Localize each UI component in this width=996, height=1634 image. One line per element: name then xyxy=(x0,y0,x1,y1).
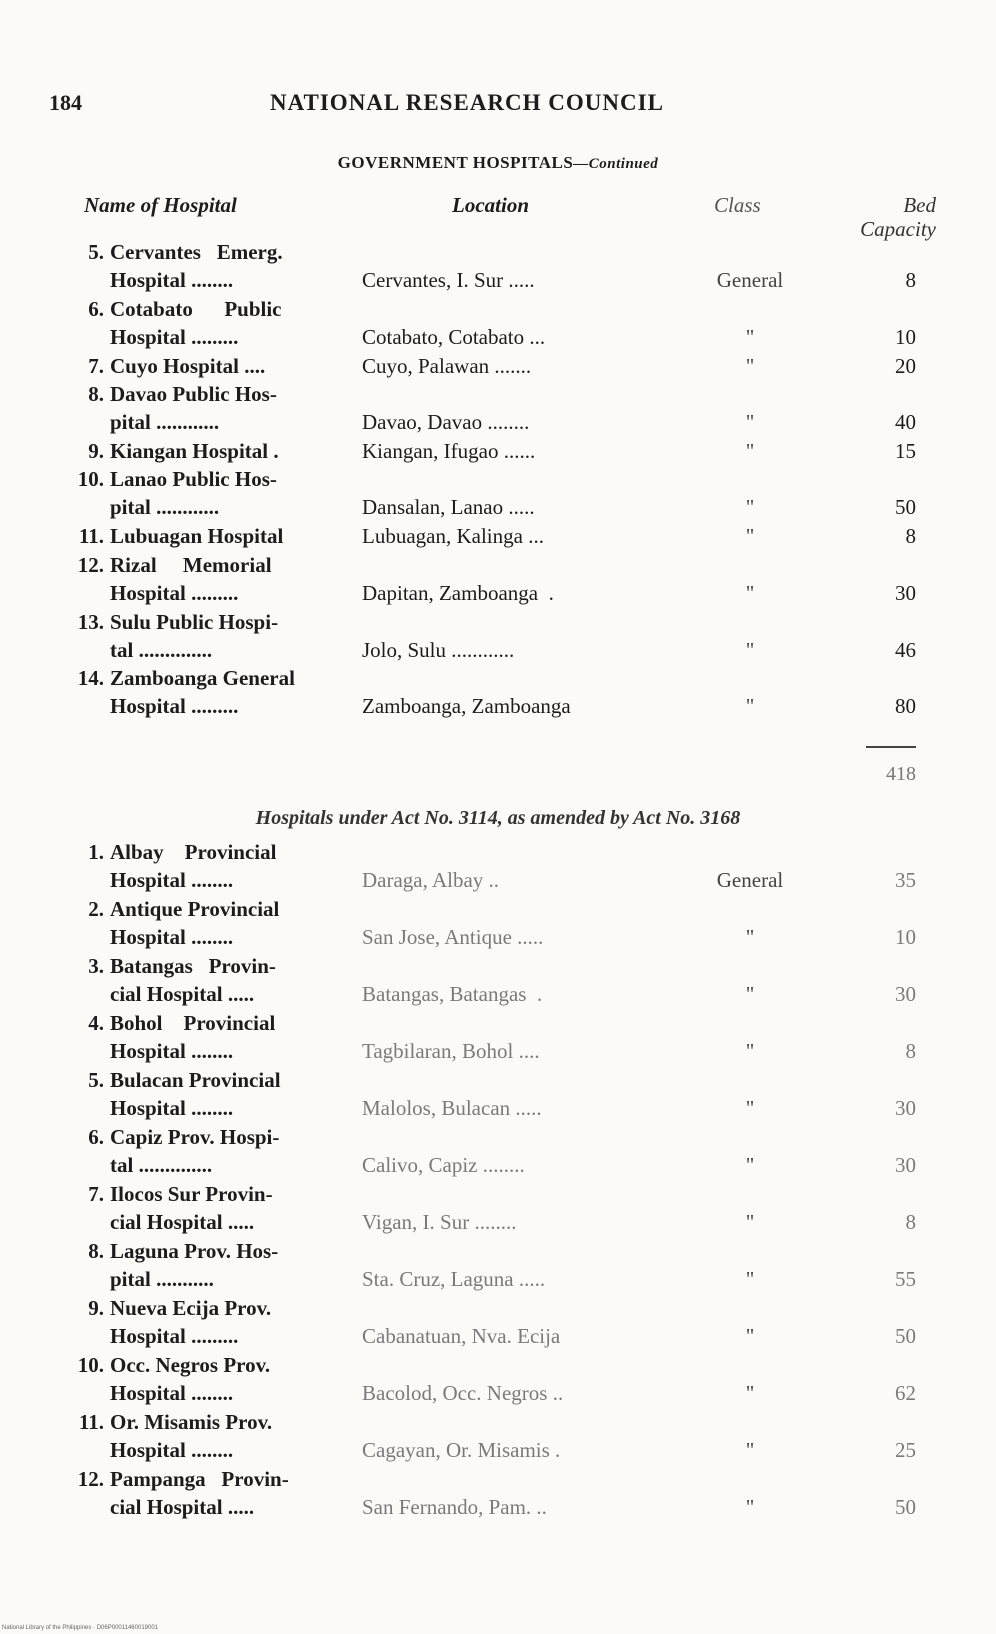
hospital-name-line1: Albay Provincial xyxy=(110,840,277,864)
bed-total: 418 xyxy=(886,763,916,785)
subsection-title: Hospitals under Act No. 3114, as amended by Act No. 3168 xyxy=(255,807,741,829)
hospital-location: Jolo, Sulu ............ xyxy=(362,638,515,662)
hospital-name-line1: Davao Public Hos- xyxy=(110,382,277,406)
running-title: NATIONAL RESEARCH COUNCIL xyxy=(270,90,664,115)
hospital-name-line1: Bulacan Provincial xyxy=(110,1068,281,1092)
hospital-class: " xyxy=(745,1324,755,1348)
section-title-text: GOVERNMENT HOSPITALS xyxy=(337,153,574,172)
hospital-location: Calivo, Capiz ........ xyxy=(362,1153,525,1177)
hospital-name-line1: Capiz Prov. Hospi- xyxy=(110,1125,280,1149)
hospital-name-line2: Hospital ........ xyxy=(110,1438,234,1462)
hospital-location: Vigan, I. Sur ........ xyxy=(362,1210,517,1234)
hospital-location: Lubuagan, Kalinga ... xyxy=(362,524,544,548)
bed-capacity: 46 xyxy=(895,638,916,662)
hospital-class: General xyxy=(716,268,784,292)
row-number: 10. xyxy=(77,1353,104,1377)
bed-capacity: 62 xyxy=(895,1381,916,1405)
hospital-class: " xyxy=(745,982,755,1006)
row-number: 8. xyxy=(88,382,104,406)
hospital-class: " xyxy=(745,1495,755,1519)
hospital-name-line2: Hospital ......... xyxy=(110,325,239,349)
hospital-name-line2: cial Hospital ..... xyxy=(110,982,255,1006)
hospital-name-line1: Laguna Prov. Hos- xyxy=(110,1239,279,1263)
column-header-bed-capacity xyxy=(826,193,936,241)
hospital-name-line1: Zamboanga General xyxy=(110,666,295,690)
hospital-name-line2: cial Hospital ..... xyxy=(110,1210,255,1234)
bed-capacity: 50 xyxy=(895,1324,916,1348)
hospital-name-line1: Ilocos Sur Provin- xyxy=(110,1182,273,1206)
hospital-location: Bacolod, Occ. Negros .. xyxy=(362,1381,564,1405)
row-number: 2. xyxy=(88,897,104,921)
row-number: 12. xyxy=(77,1467,104,1491)
row-number: 12. xyxy=(77,553,104,577)
hospital-name-line1: Rizal Memorial xyxy=(110,553,272,577)
page-header xyxy=(0,90,996,120)
row-number: 8. xyxy=(88,1239,104,1263)
bed-capacity: 10 xyxy=(895,925,916,949)
hospital-location: Kiangan, Ifugao ...... xyxy=(362,439,536,463)
scan-footer: National Library of the Philippines · D06P00011460019001 xyxy=(2,1625,158,1631)
hospital-name-line2: pital ............ xyxy=(110,495,220,519)
hospital-class: " xyxy=(745,1039,755,1063)
hospital-location: San Jose, Antique ..... xyxy=(362,925,544,949)
bed-capacity: 30 xyxy=(895,982,916,1006)
bed-capacity: 8 xyxy=(905,524,916,548)
hospital-name-line2: Hospital ......... xyxy=(110,1324,239,1348)
row-number: 9. xyxy=(88,439,104,463)
row-number: 14. xyxy=(77,666,104,690)
bed-capacity: 55 xyxy=(895,1267,916,1291)
hospital-class: " xyxy=(745,1096,755,1120)
column-header-class: Class xyxy=(714,193,761,217)
bed-capacity: 30 xyxy=(895,581,916,605)
hospital-name-line2: Hospital ........ xyxy=(110,868,234,892)
page-number: 184 xyxy=(49,90,82,115)
row-number: 1. xyxy=(88,840,104,864)
row-number: 11. xyxy=(78,1410,104,1434)
row-number: 13. xyxy=(77,610,104,634)
hospital-name-line2: Hospital ......... xyxy=(110,581,239,605)
row-number: 10. xyxy=(77,467,104,491)
hospital-name-line2: tal .............. xyxy=(110,638,213,662)
bed-header-line2: Capacity xyxy=(860,217,936,241)
column-header-name: Name of Hospital xyxy=(84,193,237,217)
row-number: 7. xyxy=(88,1182,104,1206)
hospital-class: " xyxy=(745,1153,755,1177)
row-number: 6. xyxy=(88,297,104,321)
hospital-name-line1: Kiangan Hospital . xyxy=(110,439,279,463)
hospital-name-line1: Or. Misamis Prov. xyxy=(110,1410,273,1434)
hospital-name-line1: Lanao Public Hos- xyxy=(110,467,277,491)
bed-header-line1: Bed xyxy=(903,193,936,217)
hospital-name-line1: Batangas Provin- xyxy=(110,954,276,978)
hospital-name-line1: Antique Provincial xyxy=(110,897,280,921)
hospital-class: " xyxy=(745,1438,755,1462)
row-number: 7. xyxy=(88,354,104,378)
hospital-name-line2: Hospital ........ xyxy=(110,1381,234,1405)
hospital-location: Cervantes, I. Sur ..... xyxy=(362,268,535,292)
hospital-location: Cabanatuan, Nva. Ecija xyxy=(362,1324,561,1348)
bed-capacity: 8 xyxy=(905,268,916,292)
hospital-name-line2: pital ........... xyxy=(110,1267,214,1291)
bed-capacity: 8 xyxy=(905,1039,916,1063)
hospital-name-line1: Bohol Provincial xyxy=(110,1011,276,1035)
bed-capacity: 25 xyxy=(895,1438,916,1462)
bed-capacity: 8 xyxy=(905,1210,916,1234)
hospital-class: " xyxy=(745,495,755,519)
hospital-name-line1: Lubuagan Hospital xyxy=(110,524,284,548)
hospital-class: " xyxy=(745,925,755,949)
hospital-name-line2: pital ............ xyxy=(110,410,220,434)
hospital-name-line2: Hospital ........ xyxy=(110,1096,234,1120)
bed-capacity: 40 xyxy=(895,410,916,434)
row-number: 3. xyxy=(88,954,104,978)
hospital-name-line2: Hospital ........ xyxy=(110,1039,234,1063)
bed-capacity: 20 xyxy=(895,354,916,378)
hospital-name-line1: Occ. Negros Prov. xyxy=(110,1353,271,1377)
hospital-location: Cuyo, Palawan ....... xyxy=(362,354,532,378)
row-number: 5. xyxy=(88,1068,104,1092)
hospital-location: Tagbilaran, Bohol .... xyxy=(362,1039,540,1063)
hospital-location: Sta. Cruz, Laguna ..... xyxy=(362,1267,546,1291)
bed-capacity: 80 xyxy=(895,694,916,718)
column-header-location: Location xyxy=(452,193,529,217)
bed-capacity: 35 xyxy=(895,868,916,892)
section-continued: —Continued xyxy=(573,156,659,172)
hospital-name-line1: Cervantes Emerg. xyxy=(110,240,283,264)
hospital-class: " xyxy=(745,439,755,463)
hospital-name-line1: Cuyo Hospital .... xyxy=(110,354,266,378)
hospital-location: Davao, Davao ........ xyxy=(362,410,530,434)
row-number: 6. xyxy=(88,1125,104,1149)
hospital-class: " xyxy=(745,1210,755,1234)
bed-capacity: 15 xyxy=(895,439,916,463)
section-title xyxy=(0,153,996,173)
bed-capacity: 50 xyxy=(895,1495,916,1519)
hospital-location: Cotabato, Cotabato ... xyxy=(362,325,546,349)
row-number: 11. xyxy=(78,524,104,548)
hospital-class: " xyxy=(745,581,755,605)
hospital-class: " xyxy=(745,1267,755,1291)
hospital-class: " xyxy=(745,638,755,662)
hospital-location: Dapitan, Zamboanga . xyxy=(362,581,554,605)
hospital-location: Cagayan, Or. Misamis . xyxy=(362,1438,561,1462)
hospital-location: San Fernando, Pam. .. xyxy=(362,1495,547,1519)
bed-capacity: 30 xyxy=(895,1096,916,1120)
hospital-location: Daraga, Albay .. xyxy=(362,868,500,892)
hospital-name-line2: Hospital ......... xyxy=(110,694,239,718)
hospital-name-line2: Hospital ........ xyxy=(110,925,234,949)
hospital-location: Batangas, Batangas . xyxy=(362,982,543,1006)
hospital-class: " xyxy=(745,325,755,349)
bed-capacity: 30 xyxy=(895,1153,916,1177)
hospital-name-line1: Nueva Ecija Prov. xyxy=(110,1296,272,1320)
hospital-class: " xyxy=(745,354,755,378)
bed-capacity: 10 xyxy=(895,325,916,349)
hospital-name-line1: Sulu Public Hospi- xyxy=(110,610,279,634)
hospital-name-line1: Cotabato Public xyxy=(110,297,282,321)
hospital-name-line2: tal .............. xyxy=(110,1153,213,1177)
hospital-location: Zamboanga, Zamboanga xyxy=(362,694,571,718)
row-number: 5. xyxy=(88,240,104,264)
hospital-name-line1: Pampanga Provin- xyxy=(110,1467,289,1491)
row-number: 9. xyxy=(88,1296,104,1320)
hospital-class: " xyxy=(745,1381,755,1405)
hospital-class: " xyxy=(745,524,755,548)
hospital-class: " xyxy=(745,694,755,718)
hospital-class: " xyxy=(745,410,755,434)
hospital-location: Dansalan, Lanao ..... xyxy=(362,495,535,519)
hospital-name-line2: cial Hospital ..... xyxy=(110,1495,255,1519)
bed-capacity: 50 xyxy=(895,495,916,519)
hospital-name-line2: Hospital ........ xyxy=(110,268,234,292)
hospital-location: Malolos, Bulacan ..... xyxy=(362,1096,542,1120)
row-number: 4. xyxy=(88,1011,104,1035)
total-rule xyxy=(866,746,916,748)
hospital-class: General xyxy=(716,868,784,892)
